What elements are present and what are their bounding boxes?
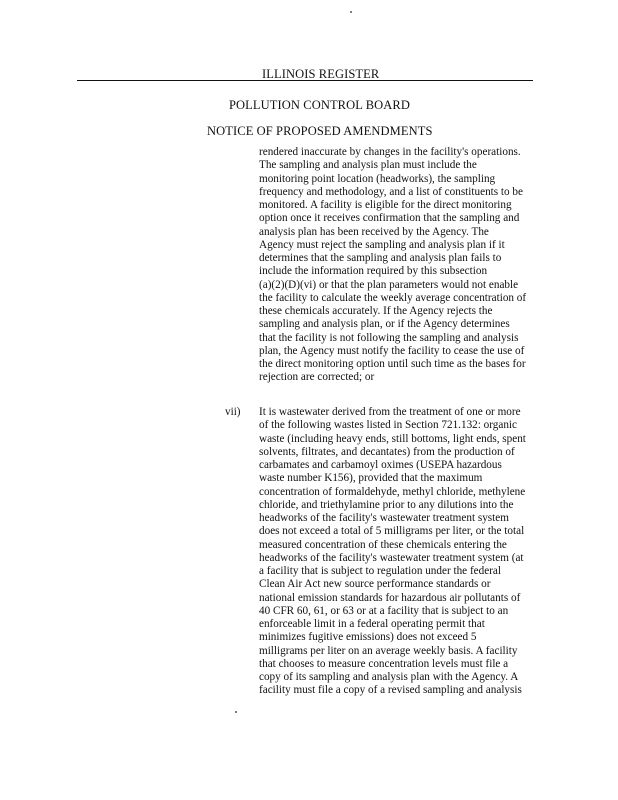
text-line: milligrams per liter on an average weekly basis. A facility: [259, 644, 518, 657]
register-title: ILLINOIS REGISTER: [262, 67, 380, 81]
text-line: rejection are corrected; or: [259, 371, 375, 384]
text-line: copy of its sampling and analysis plan with the Agency. A: [259, 671, 519, 683]
text-line: of the following wastes listed in Section 721.132: organic: [259, 419, 518, 432]
text-line: (a)(2)(D)(vi) or that the plan parameters would not enable: [259, 278, 519, 291]
text-line: chloride, and triethylamine prior to any dilutions into the: [259, 498, 514, 511]
text-line: determines that the sampling and analysis plan fails to: [259, 252, 502, 264]
text-line: does not exceed a total of 5 milligrams per liter, or the total: [259, 525, 525, 538]
board-title: POLLUTION CONTROL BOARD: [229, 98, 410, 112]
text-line: Clean Air Act new source performance standards or: [259, 578, 491, 591]
text-line: waste number K156), provided that the maximum: [259, 472, 483, 485]
continuation-paragraph: [259, 146, 526, 385]
text-line: carbamates and carbamoyl oximes (USEPA hazardous: [259, 459, 502, 471]
text-line: concentration of formaldehyde, methyl chloride, methylene: [259, 485, 526, 498]
text-line: sampling and analysis plan, or if the Agency determines: [259, 318, 510, 331]
text-line: include the information required by this subsection: [259, 265, 488, 278]
text-line: enforceable limit in a federal operating permit that: [259, 618, 485, 630]
item-vii-paragraph: [259, 406, 526, 698]
item-marker-vii: vii): [225, 406, 241, 418]
text-line: 40 CFR 60, 61, or 63 or at a facility that is subject to an: [259, 604, 509, 617]
text-line: solvents, filtrates, and decantates) from the production of: [259, 445, 515, 458]
text-line: the direct monitoring option until such time as the bases for: [259, 358, 526, 370]
scan-speck: [350, 11, 352, 13]
notice-title: NOTICE OF PROPOSED AMENDMENTS: [207, 124, 433, 138]
text-line: rendered inaccurate by changes in the facility's operations.: [259, 146, 521, 158]
text-line: minimizes fugitive emissions) does not exceed 5: [259, 631, 477, 644]
text-line: analysis plan has been received by the Agency. The: [259, 225, 489, 238]
text-line: Agency must reject the sampling and analysis plan if it: [259, 238, 505, 251]
text-line: that the facility is not following the sampling and analysis: [259, 331, 519, 344]
text-line: The sampling and analysis plan must include the: [259, 159, 477, 172]
scan-speck: [235, 711, 237, 713]
text-line: the facility to calculate the weekly average concentration of: [259, 291, 527, 304]
text-line: a facility that is subject to regulation under the federal: [259, 565, 501, 577]
text-line: measured concentration of these chemicals entering the: [259, 538, 507, 551]
text-line: frequency and methodology, and a list of constituents to be: [259, 185, 523, 198]
text-line: waste (including heavy ends, still bottoms, light ends, spent: [259, 432, 526, 445]
text-line: plan, the Agency must notify the facility to cease the use of: [259, 344, 525, 357]
text-line: monitoring point location (headworks), the sampling: [259, 172, 496, 185]
text-line: national emission standards for hazardous air pollutants of: [259, 591, 521, 604]
text-line: It is wastewater derived from the treatment of one or more: [259, 406, 521, 418]
text-line: headworks of the facility's wastewater treatment system: [259, 512, 509, 524]
text-line: headworks of the facility's wastewater treatment system (at: [259, 551, 524, 564]
text-line: these chemicals accurately. If the Agency rejects the: [259, 305, 493, 317]
text-line: that chooses to measure concentration levels must file a: [259, 657, 509, 670]
text-line: monitored. A facility is eligible for the direct monitoring: [259, 199, 512, 211]
text-line: facility must file a copy of a revised sampling and analysis: [259, 684, 522, 697]
text-line: option once it receives confirmation that the sampling and: [259, 212, 520, 225]
